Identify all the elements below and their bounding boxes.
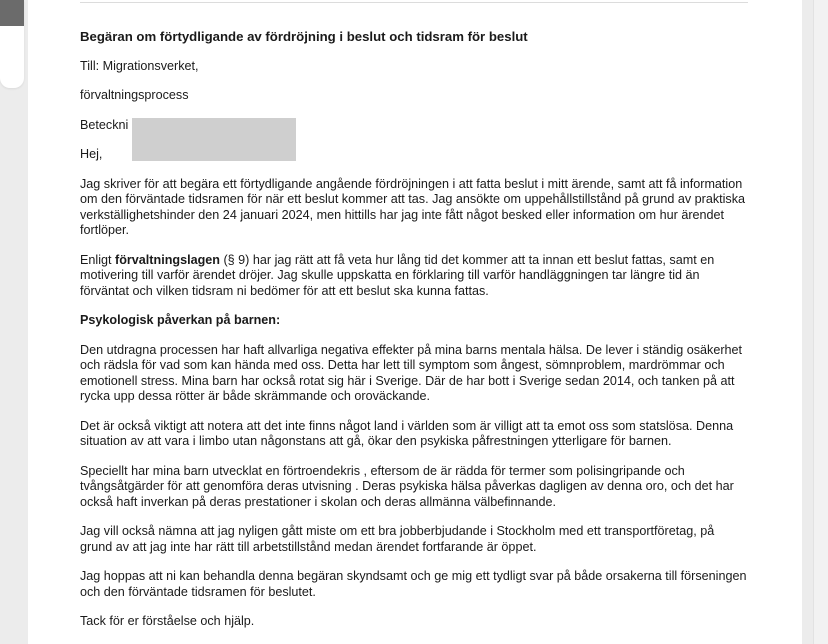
recipient-line: Till: Migrationsverket,: [80, 58, 199, 73]
law-rest: (§ 9) har jag rätt att få veta hur lång tid det kommer att ta innan ett beslut fattas, samt en motivering till varför ärendet dröjer. Jag skulle uppskatta en förklaring till varför handläggningen tar längre tid än förväntat och vilken tidsram ni bedömer för att ett beslut ska kunna fattas.: [80, 252, 715, 298]
closing-line: Tack för er förståelse och hjälp.: [80, 614, 255, 628]
side-panel-handle[interactable]: [0, 0, 24, 88]
law-name: förvaltningslagen: [115, 252, 220, 267]
paragraph-mental-health: Den utdragna processen har haft allvarliga negativa effekter på mina barns mentala hälsa. De lever i ständig osäkerhet och rädsla för vad som kan hända med oss. Detta har lett till symptom som ångest, sömnproblem, mardrömmar och emotionell stress. Mina barn har också rotat sig här i Sverige. Där de har bott i Sverige sedan 2014, och tanken på att rycka upp dessa rötter är både skrämmande och oroväckande.: [80, 342, 743, 403]
reference-line: Beteckni: [80, 117, 129, 132]
greeting: Hej,: [80, 147, 103, 161]
top-divider: [80, 2, 748, 3]
letter-title: Begäran om förtydligande av fördröjning i beslut och tidsram för beslut: [80, 29, 528, 44]
law-prefix: Enligt: [80, 252, 116, 267]
paragraph-stateless: Det är också viktigt att notera att det inte finns något land i världen som är villigt att ta emot oss som statslösa. Denna situation av att vara i limbo utan någonstans att gå, ökar den psykiska påfrestningen ytterligare för barnen.: [80, 418, 734, 448]
paragraph-intro: Jag skriver för att begära ett förtydligande angående fördröjningen i att fatta beslut i mitt ärende, samt att få information om den förväntade tidsramen för när ett beslut kommer att tas. Jag ansökte om uppehållstillstånd på grund av praktiska verkställighetshinder den 24 januari 2024, men hittills har jag inte fått något besked eller information om hur ärendet fortlöper.: [80, 176, 746, 237]
category-line: förvaltningsprocess: [80, 88, 189, 102]
paragraph-trust: Speciellt har mina barn utvecklat en förtroendekris , eftersom de är rädda för termer som polisingripande och tvångsåtgärder för att genomföra deras utvisning . Deras psykiska hälsa påverkas dagligen av denna oro, och det har också haft inverkan på deras prestationer i skolan och deras allmänna välbefinnande.: [80, 463, 734, 509]
paragraph-job: Jag vill också nämna att jag nyligen gått miste om ett bra jobberbjudande i Stockholm med ett transportföretag, på grund av att jag inte har rätt till arbetstillstånd medan ärendet fortfarande är öppet.: [80, 524, 715, 554]
scroll-edge: [813, 0, 828, 644]
handle-knob[interactable]: [0, 0, 24, 26]
redaction-box: [132, 118, 296, 161]
paragraph-law: [80, 253, 748, 300]
paragraph-request: Jag hoppas att ni kan behandla denna begäran skyndsamt och ge mig ett tydligt svar på både orsakerna till förseningen och den förväntade tidsramen för beslutet.: [80, 569, 747, 599]
section-heading: Psykologisk påverkan på barnen:: [80, 313, 281, 327]
